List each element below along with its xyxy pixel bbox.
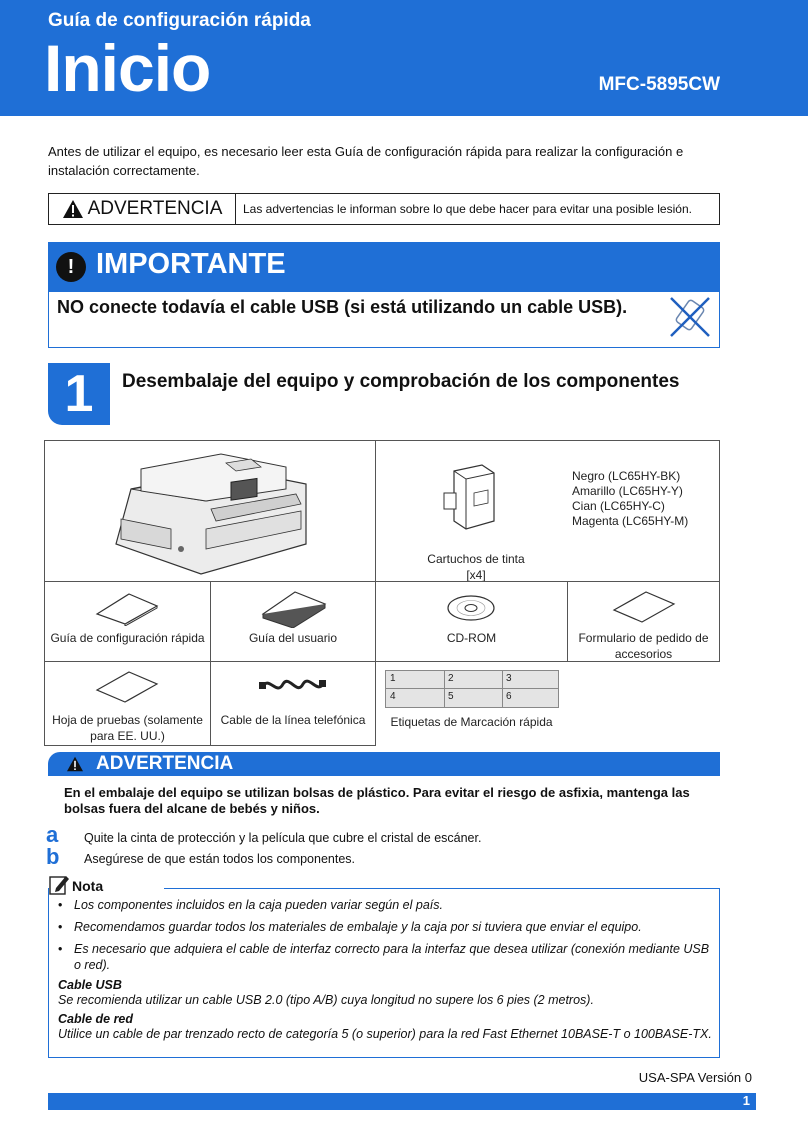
warning-triangle-icon [62,199,84,219]
note-net-heading: Cable de red [58,1012,134,1026]
speed-dial-num: 1 [390,673,396,684]
cell-order-form [567,581,720,662]
printer-illustration [111,449,311,579]
cell-test-sheet [44,661,211,746]
step-letter-b: b [46,844,60,869]
ink-caption [376,551,576,583]
quick-guide-booklet-icon [95,592,159,626]
step-title: Desembalaje del equipo y comprobación de los componentes [122,371,680,392]
cell-user-guide [210,581,376,662]
speed-dial-num: 6 [506,691,512,702]
cdrom-label: CD-ROM [446,631,497,645]
note-pencil-icon [48,874,70,896]
note-label: Nota [72,878,104,894]
ink-color-list [572,469,688,529]
phone-cable-icon [259,672,327,700]
warning-text: En el embalaje del equipo se utilizan bolsas de plástico. Para evitar el riesgo de asfixia, mantenga las bolsas fuera del alcane de bebés y niños. [64,785,690,816]
test-sheet-label: Hoja de pruebas (solamente para EE. UU.) [52,713,203,743]
note-item: • Recomendamos guardar todos los materiales de embalaje y la caja por si tuviera que enviar el equipo. [58,919,713,935]
speed-dial-num: 3 [506,673,512,684]
note-usb-text: Se recomienda utilizar un cable USB 2.0 (tipo A/B) cuya longitud no supere los 6 pies (2 metros). [58,993,594,1007]
warning-description: Las advertencias le informan sobre lo que debe hacer para evitar una posible lesión. [243,202,692,216]
header-banner [0,0,808,116]
footer-bar [48,1093,756,1110]
warning-triangle-icon [66,756,84,772]
speed-dial-num: 4 [390,691,396,702]
ink-cartridge-icon [442,463,502,533]
test-sheet-icon [95,670,159,704]
note-usb-heading: Cable USB [58,978,122,992]
user-guide-label: Guía del usuario [248,631,338,645]
important-body [48,292,720,348]
step-number: 1 [48,363,110,425]
warning-label-text: ADVERTENCIA [87,198,223,219]
step-letter-a: a [46,822,59,847]
warning-label [49,194,236,224]
speed-dial-caption: Etiquetas de Marcación rápida [390,715,553,729]
user-guide-book-icon [261,590,327,628]
speed-dial-num: 5 [448,691,454,702]
cell-printer [44,440,376,582]
ink-color-black: Negro (LC65HY-BK) [572,469,681,483]
components-table [44,440,720,746]
cell-quick-guide [44,581,211,662]
ink-color-cyan: Cian (LC65HY-C) [572,499,665,513]
model-name: MFC-5895CW [598,74,720,95]
step-b-text: Asegúrese de que están todos los componentes. [84,852,356,866]
cell-phone-cable [210,661,376,746]
cell-cdrom [375,581,568,662]
quick-guide-label: Guía de configuración rápida [50,631,205,645]
version-label: USA-SPA Versión 0 [638,1070,752,1085]
warning-legend [48,193,720,225]
important-header [48,242,720,292]
note-list [58,897,713,979]
ink-caption-line1: Cartuchos de tinta [427,552,525,566]
order-form-sheet-icon [612,590,676,624]
order-form-label: Formulario de pedido de accesorios [578,631,709,661]
ink-color-magenta: Magenta (LC65HY-M) [572,514,689,528]
speed-dial-label-sheet [385,670,559,708]
ink-caption-line2: [x4] [466,568,486,582]
ink-color-yellow: Amarillo (LC65HY-Y) [572,484,683,498]
header-subtitle: Guía de configuración rápida [48,10,311,31]
warning-title: ADVERTENCIA [96,753,234,774]
cdrom-disc-icon [446,594,496,622]
warning-header [48,752,720,776]
note-rule [164,888,720,889]
speed-dial-num: 2 [448,673,454,684]
exclamation-icon: ! [56,252,86,282]
important-text: NO conecte todavía el cable USB (si está utilizando un cable USB). [57,297,628,317]
prohibited-cable-icon [667,294,713,340]
note-item: • Los componentes incluidos en la caja pueden variar según el país. [58,897,713,913]
intro-text: Antes de utilizar el equipo, es necesario leer esta Guía de configuración rápida para realizar la configuración e instalación correctamente. [48,144,684,178]
page-number: 1 [742,1093,750,1108]
step-a-text: Quite la cinta de protección y la película que cubre el cristal de escáner. [84,831,482,845]
cell-speed-dial [375,661,568,746]
note-item: • Es necesario que adquiera el cable de interfaz correcto para la interfaz que desea utilizar (conexión mediante USB o red). [58,941,713,973]
important-title: IMPORTANTE [96,248,286,280]
note-net-text: Utilice un cable de par trenzado recto de categoría 5 (o superior) para la red Fast Ethernet 10BASE-T o 100BASE-TX. [58,1027,712,1041]
page-title: Inicio [44,31,211,105]
cell-ink [375,440,720,582]
phone-cable-label: Cable de la línea telefónica [220,713,366,727]
